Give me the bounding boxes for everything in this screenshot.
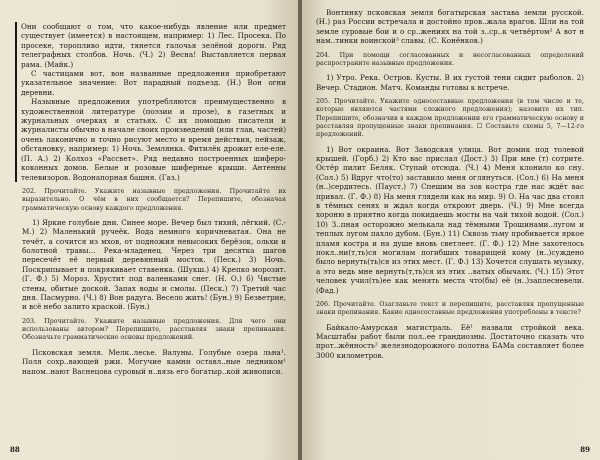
continued-text: Вонтинку псковская земля богатырская застава земли русской. (Н.) раз России встречала и достойно пров..жала врагов. Шли на той земле суровые бои и о ср..жениях на той з..ср..к четвёртом² А вот н нам..тинки воинской³ славы. (С. Конёнков.) — [316, 8, 584, 46]
theory-block — [15, 22, 286, 182]
exercise-205-text: 1) Вот окраина. Вот Заводская улица. Вот домик под толевой крышей. (Горб.) 2) Кто вас прислал (Дост.) 3) При мне (т) сотрите. Остёр пилит Беляк. Ступай отсюда. (Ч.) 4) Меня клонило ко сну. (Сол.) 5) Вдруг что(то) заставило меня оглянуться. (Сол.) 6) На меня (н..)сердитесь. (Пауст.) 7) Спешим на зов костра где нас ждёт вас привал. (Г. Ф.) 8) На меня глядели как на мир. 9) О. На час два стоял в тёмных сенях и ждал когда откроют дверь. (Ч.) 9) Мне всегда хороню в приятно когда покидаешь мосты на чай тихой водой. (Сол.) 10) З..пная осторожно мелькала над тёмными Трошинами..лугом и теплых лугом пахло дубом. (Бун.) 11) Сквозь тьму пробивается яркое пламя костра и на душе вновь светлеет. (Г. Ф.) 12) Мне захотелось покл..ни(т,ть)ся могилам погибших товарищей кому (н..)суждено было вернуть(ть)ся из этих мест. (Г. Ф.) 13) Хочется слушать музыку, а это ведь мне вернуть(т,ть)ся из этих ..ватых обычаях. (Ч.) 15) Этот человек учил(ть)ее как менять места что(бы) её (н..)заплесневели. (Фад.) — [316, 144, 584, 295]
exercise-203-text: Псковская земля. Мелк..лесье. Валуны. Голубые озера льна¹. Поля сохр..вающей ржи. Могучие камни оставл..ные ледником¹ напом..нают Васнецова суровый н..вязь его богатыр..кой живописи. — [22, 347, 286, 376]
exercise-202-heading: 202. Прочитайте. Укажите назывные предложения. Прочитайте их выразительно. О чём в них сообщается? Перепишите, обозначая грамматическую основу каждого предложения. — [22, 187, 286, 212]
left-page — [0, 0, 298, 460]
theory-paragraph-2: С частицами вот, вон названные предложения приобретают указательное значение: Вот парадный подъезд. (Н.) Вон огни деревни. — [21, 69, 286, 97]
page-number-right: 89 — [580, 445, 590, 454]
theory-paragraph-3: Назывные предложения употребляются преимущественно в художественной литературе (поэзии и прозе), в газетных и журнальных очерках и статьях. С их помощью писатели и журналисты обычно в начале своих произведений (или глав, частей) очень лаконично и точно рисуют место и время действия, пейзаж, обстановку, например: 1) Ночь. Землянка. Фитилёк дрожит еле-еле. (П. А.) 2) Колхоз «Рассвет». Ряд недавно построенных шиферо-коконных домов. Белые и розовые шиферные крыши. Антенны телевизоров. Водонапорная башня. (Газ.) — [21, 97, 286, 182]
exercise-202-text: 1) Яркие голубые дни. Синее море. Вечер был тихий, лёгкий. (С.-М.) 2) Маленький ручеёк. Вода немного коричневатая. Она не течёт, а сочится из мхов, от подножия невысоких берёзок, ольхи и болотной травы... Река-младенец. Через три десятка шагов пересечёт её первый деревянный мосток. (Песк.) 3) Ночь. Поскрипывает и покрякивает ставенка. (Шукш.) 4) Крепко морозит. (Г. Ф.) 5) Мороз. Хрустит под валенками снег. (Н. О.) 6) Чистые стены, обитые доской. Запах воды и смолы. (Песк.) 7) Третий час дня. Пасмурно. (Ч.) 8) Вон радуга. Весело жить! (Бун.) 9) Безветрие, и всё небо залито краской. (Бун.) — [22, 217, 286, 312]
exercise-204-text: 1) Утро. Река. Остров. Кусты. В их густой тени сидит рыболов. 2) Вечер. Стадион. Матч. Команды готовы к встрече. — [316, 73, 584, 92]
exercise-206-text: Байкало-Амурская магистраль. Её¹ назвали стройкой века. Масштабы работ были пол..ее грандиозны. Достаточно сказать что прот..жённость² железнодорожного полотна БАМа составляет более 3000 километров. — [316, 322, 584, 360]
right-page — [302, 0, 600, 460]
exercise-204-heading: 204. При помощи согласованных и несогласованных определений распространите назывные предложения. — [316, 51, 584, 67]
theory-paragraph-1: Они сообщают о том, что какое-нибудь явление или предмет существует (имеется) в настоящем, например: 1) Лес. Просека. По просеке, торопливо идти, тянется галочья зелёной дороги. Ряд телеграфных столбов. Ночь. (Ч.) 2) Весна! Выставляется первая рама. (Майк.) — [21, 22, 286, 69]
exercise-206-heading: 206. Прочитайте. Озаглавьте текст и перепишите, расставляя пропущенные знаки препинания. Какие односоставные предложения употреблены в тексте? — [316, 301, 584, 317]
page-number-left: 88 — [10, 445, 20, 454]
exercise-205-heading: 205. Прочитайте. Укажите односоставные предложения (в том числе и те, которые являются частями сложного предложения); назовите их тип. Перепишите, обозначив в каждом предложении его грамматическую основу и расставляя пропущенные знаки препинания. ☐ Составьте схемы 5, 7—12-го предложений. — [316, 98, 584, 139]
exercise-203-heading: 203. Прочитайте. Укажите назывные предложения. Для чего они использованы автором? Перепишите, расставляя знаки препинания. Обозначьте грамматические основы предложений. — [22, 317, 286, 342]
